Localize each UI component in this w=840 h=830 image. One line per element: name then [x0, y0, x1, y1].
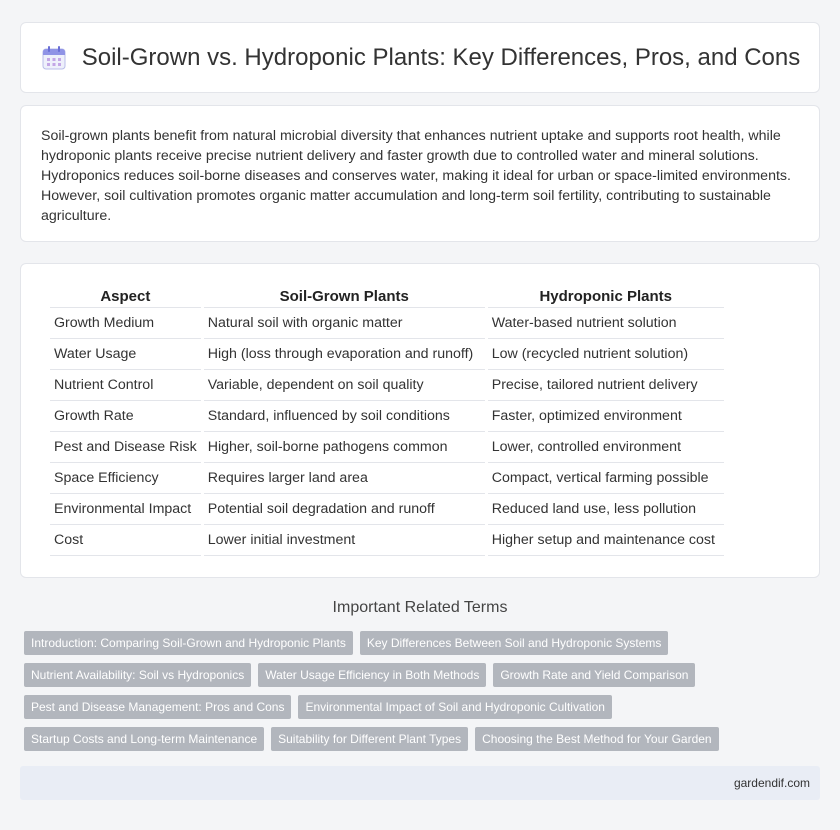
table-cell: Cost — [50, 525, 201, 556]
table-cell: Requires larger land area — [204, 463, 485, 494]
table-cell: Lower initial investment — [204, 525, 485, 556]
intro-card — [20, 105, 820, 242]
page-title: Soil-Grown vs. Hydroponic Plants: Key Differences, Pros, and Cons — [81, 43, 801, 71]
table-cell: Pest and Disease Risk — [50, 432, 201, 463]
related-term-tag[interactable]: Environmental Impact of Soil and Hydroponic Cultivation — [298, 695, 611, 719]
table-row — [50, 494, 724, 525]
table-cell: Water Usage — [50, 339, 201, 370]
title-card — [20, 22, 820, 93]
table-cell: Growth Rate — [50, 401, 201, 432]
related-term-tag[interactable]: Startup Costs and Long-term Maintenance — [24, 727, 264, 751]
table-cell: Reduced land use, less pollution — [488, 494, 724, 525]
related-term-tag[interactable]: Key Differences Between Soil and Hydroponic Systems — [360, 631, 669, 655]
table-row — [50, 370, 724, 401]
table-cell: Higher, soil-borne pathogens common — [204, 432, 485, 463]
table-cell: Space Efficiency — [50, 463, 201, 494]
comparison-table-card — [20, 263, 820, 578]
footer-site-link[interactable]: gardendif.com — [733, 776, 810, 790]
table-row — [50, 525, 724, 556]
table-row — [50, 401, 724, 432]
related-terms-heading: Important Related Terms — [332, 599, 508, 616]
table-cell: Natural soil with organic matter — [204, 308, 485, 339]
table-cell: Precise, tailored nutrient delivery — [488, 370, 724, 401]
table-cell: Higher setup and maintenance cost — [488, 525, 724, 556]
calendar-icon — [40, 44, 68, 72]
table-cell: Water-based nutrient solution — [488, 308, 724, 339]
column-header-soil: Soil-Grown Plants — [204, 282, 485, 308]
table-cell: Variable, dependent on soil quality — [204, 370, 485, 401]
table-row — [50, 432, 724, 463]
related-term-tag[interactable]: Suitability for Different Plant Types — [271, 727, 468, 751]
table-cell: Nutrient Control — [50, 370, 201, 401]
table-cell: Faster, optimized environment — [488, 401, 724, 432]
footer — [20, 766, 820, 800]
table-row — [50, 339, 724, 370]
column-header-hydroponic: Hydroponic Plants — [488, 282, 724, 308]
table-cell: Compact, vertical farming possible — [488, 463, 724, 494]
related-term-tag[interactable]: Nutrient Availability: Soil vs Hydroponics — [24, 663, 251, 687]
table-cell: Growth Medium — [50, 308, 201, 339]
related-term-tag[interactable]: Introduction: Comparing Soil-Grown and Hydroponic Plants — [24, 631, 353, 655]
table-cell: High (loss through evaporation and runoff) — [204, 339, 485, 370]
table-cell: Lower, controlled environment — [488, 432, 724, 463]
table-cell: Potential soil degradation and runoff — [204, 494, 485, 525]
related-term-tag[interactable]: Water Usage Efficiency in Both Methods — [258, 663, 486, 687]
table-cell: Low (recycled nutrient solution) — [488, 339, 724, 370]
table-header-row — [50, 282, 724, 308]
table-cell: Environmental Impact — [50, 494, 201, 525]
table-row — [50, 463, 724, 494]
intro-paragraph: Soil-grown plants benefit from natural microbial diversity that enhances nutrient uptake and supports root health, while hydroponic plants receive precise nutrient delivery and faster growth due to controlled water and mineral solutions. Hydroponics reduces soil-borne diseases and conserves water, making it ideal for urban or space-limited environments. However, soil cultivation promotes organic matter accumulation and long-term soil fertility, contributing to sustainable agriculture. — [41, 128, 791, 224]
table-cell: Standard, influenced by soil conditions — [204, 401, 485, 432]
column-header-aspect: Aspect — [50, 282, 201, 308]
related-term-tag[interactable]: Pest and Disease Management: Pros and Cons — [24, 695, 291, 719]
related-term-tag[interactable]: Choosing the Best Method for Your Garden — [475, 727, 718, 751]
related-term-tag[interactable]: Growth Rate and Yield Comparison — [493, 663, 695, 687]
table-row — [50, 308, 724, 339]
comparison-table — [47, 282, 727, 556]
related-terms-list — [24, 631, 804, 759]
